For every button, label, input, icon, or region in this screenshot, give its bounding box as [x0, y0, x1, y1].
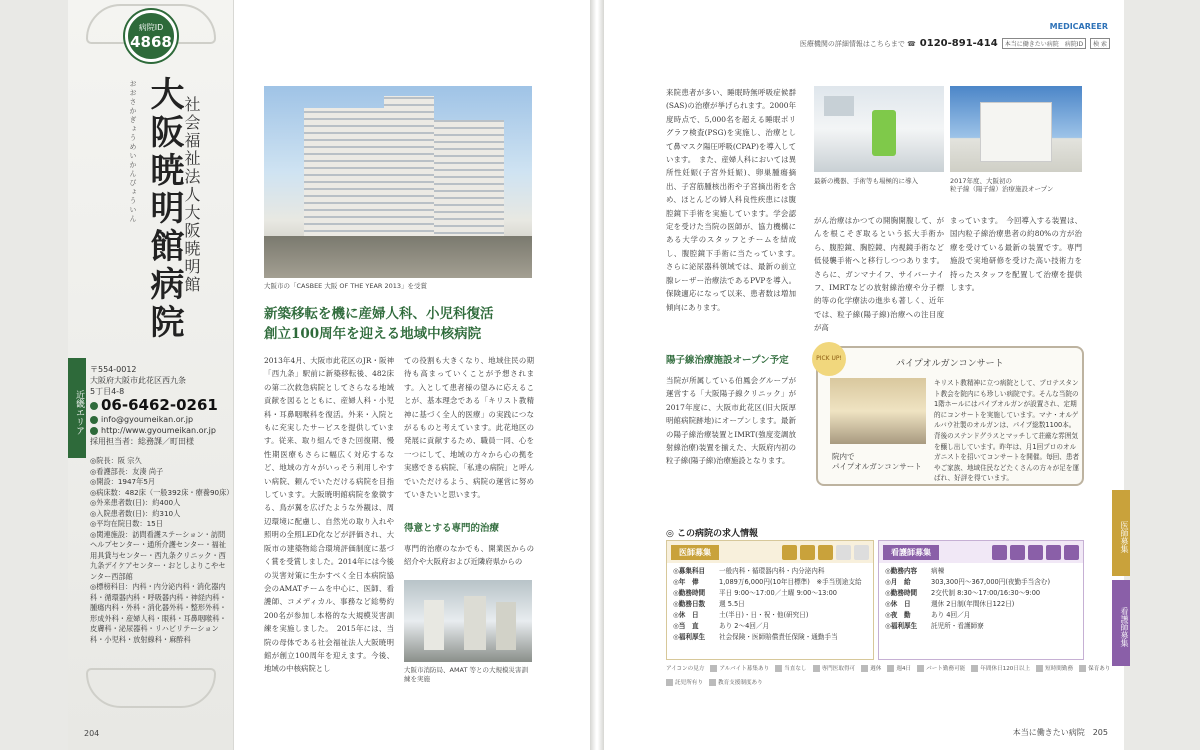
doctor-row: ◎当 直 あり 2〜4回／月 — [673, 622, 770, 630]
info-text: 医療機関の詳細情報はこちらまで ☎ — [799, 39, 916, 48]
doctor-recruit-label: 医師募集 — [671, 545, 719, 560]
hospital-name: 大阪暁明館病院 — [144, 76, 184, 342]
nurse-row: ◎休 日 週休 2日制(年間休日122日) — [885, 600, 1015, 608]
globe-icon — [90, 427, 98, 435]
jobs-section-title: ◎ この病院の求人情報 — [666, 529, 759, 539]
pickup-caption-line-2: パイプオルガンコンサート — [832, 462, 922, 471]
fact-item: ◎関連施設：訪問看護ステーション・訪問ヘルプセンター・通所介護センター・福祉用具貸与センター・西九条クリニック・西九条デイケアセンター・おとしよりこやセンター西部館 — [90, 529, 226, 581]
nurse-row: ◎月 給 303,300円〜367,000円(夜勤手当含む) — [885, 578, 1051, 586]
nursery-icon — [1046, 545, 1061, 560]
doctor-row: ◎年 俸 1,089万6,000円(10年目標準) ※手当別途支給 — [673, 578, 862, 586]
equipment-photo-caption: 最新の機器、手術等も場極的に導入 — [814, 177, 918, 185]
four-days-icon — [854, 545, 869, 560]
website-link[interactable]: http://www.gyoumeikan.or.jp — [101, 426, 216, 435]
search-hint-box: 本当に働きたい病院 病院ID — [1002, 38, 1086, 49]
toll-free-number[interactable]: 0120-891-414 — [919, 38, 998, 49]
article-column-a2: 当院が所属している伯鳳会グループが運営する「大阪陽子線クリニック」が2017年度に、大阪市此花区(旧大阪厚明館病院跡地)にオープンします。最新の陽子線治療装置とIMRT(強度変調放射線治療)装置を揃えた、大阪府内初の粒子線(陽子線)治療施設となります。 — [666, 376, 796, 466]
proton-photo-caption-1: 2017年度、大阪初の — [950, 177, 1013, 185]
doctor-recruit-details — [667, 563, 873, 646]
recruiter: 採用担当者：総務課／町田様 — [90, 437, 194, 446]
nurse-recruit-label: 看護師募集 — [883, 545, 939, 560]
nurse-row: ◎福利厚生 託児所・看護師寮 — [885, 622, 984, 630]
fact-item: ◎入院患者数(日)：約310人 — [90, 508, 181, 518]
drill-photo-caption: 大阪市消防局、AMAT 等との大規模災害訓練を実施 — [404, 666, 529, 683]
fact-item: ◎開設：1947年5月 — [90, 477, 156, 486]
fact-item: ◎標榜科目：内科・内分泌内科・消化器内科・循環器内科・呼吸器内科・神経内科・腫瘍内科・外科・消化器外科・整形外科・形成外科・産婦人科・眼科・耳鼻咽喉科・皮膚科・泌尿器科・リハビリテーション科・小児科・放射線科・麻酔科 — [90, 582, 227, 644]
nurse-recruit-box — [878, 540, 1084, 660]
nurse-row: ◎勤務時間 2交代制 8:30〜17:00/16:30〜9:00 — [885, 589, 1041, 597]
pickup-caption-line-1: 院内で — [832, 452, 855, 461]
website-row[interactable] — [90, 425, 230, 436]
pickup-text: キリスト教精神に立つ病院として、プロテスタント教会を院内にも珍しい病院です。そんな当院の1階ホールにはパイプオルガンが設置され、定期的にコンサートを実施しています。マナ・オルゲルバウ社製のオルガンは、パイプ総数1100本。背後のステンドグラスとマッチして荘厳な雰囲気を醸し出しています。昨年は、月1回プロのオルガニストを招いてコンサートを開催。毎回、患者やご家族、地域住民などたくさんの方々が足を運ばれ、好評を得ています。 — [934, 379, 1080, 483]
page-number-right: 本当に働きたい病院 205 — [1012, 728, 1108, 737]
fact-item: ◎病床数：482床（一般392床・療養90床） — [90, 487, 234, 497]
article-column-a: 来院患者が多い、睡眠時無呼吸症候群(SAS)の治療が挙げられます。2000年度時点で、5,000名を超える睡眠ポリグラフ検査(PSG)を実施し、治療として鼻マスク陽圧呼吸(CPAP)を導入しています。 また、産婦人科においては異所性妊娠(子宮外妊娠)、卵巣腫瘍摘出、子宮筋腫核出術や子宮摘出術を含め、ほとんどの婦人科良性疾患には腹腔鏡下手術を実施しています。学会認定を受けた当院の医師が、協力機構にある大学のスタッフとチームを結成し、腹腔鏡下手術に当たっています。 さらに泌尿器科領域では、最新の前立腺レーザー治療法であるPVPを導入。保険適応になって以来、患者数は増加傾向にあります。 — [666, 88, 804, 312]
fact-item: ◎平均在院日数：15日 — [90, 519, 163, 528]
bottom-ornament — [86, 668, 216, 708]
contact-bar — [800, 38, 1110, 49]
doctor-row: ◎募集科目 一般内科・循環器内科・内分泌内科 — [673, 567, 825, 575]
short-hours-icon — [1010, 545, 1025, 560]
phone-icon — [90, 402, 98, 410]
legend-item: アイコンの見方 — [666, 666, 705, 672]
area-tab: 近畿エリア — [68, 358, 86, 458]
fact-item: ◎院長：阪 宗久 — [90, 456, 142, 465]
doctor-recruit-box — [666, 540, 874, 660]
building-photo-caption: 大阪市の「CASBEE 大阪 OF THE YEAR 2013」を受賞 — [264, 282, 428, 290]
nurse-recruit-header — [879, 541, 1083, 563]
address-line-1: 大阪府大阪市此花区西九条 — [90, 376, 186, 385]
doctor-row: ◎福利厚生 社会保険・医師賠償責任保険・通勤手当 — [673, 633, 838, 641]
legend-item: 短時間勤務 — [1036, 664, 1073, 672]
surgery-equipment-photo — [814, 86, 944, 172]
left-page — [68, 0, 590, 750]
subhead-proton: 陽子線治療施設オープン予定 — [666, 355, 789, 366]
medicareer-logo: MEDICAREER — [1049, 22, 1108, 31]
contact-block — [90, 364, 230, 447]
doctor-condition-icons — [782, 545, 869, 560]
part-time-icon — [992, 545, 1007, 560]
search-button[interactable]: 検 索 — [1090, 38, 1110, 49]
part-time-icon — [782, 545, 797, 560]
address-line-2: 5丁目4-8 — [90, 387, 125, 396]
specialist-icon — [818, 545, 833, 560]
hospital-facts — [90, 456, 234, 645]
disaster-drill-photo — [404, 580, 532, 662]
fact-item: ◎看護部長：友湊 尚子 — [90, 466, 164, 476]
doctor-row: ◎休 日 土(半日)・日・祝・他(研究日) — [673, 611, 809, 619]
no-night-duty-icon — [800, 545, 815, 560]
phone-number: 06-6462-0261 — [101, 396, 218, 414]
legend-item: 年間休日120日以上 — [971, 664, 1030, 672]
fact-item: ◎外来患者数(日)：約400人 — [90, 498, 181, 507]
legend-item: 託児所有り — [666, 678, 703, 686]
email-link[interactable]: info@gyoumeikan.or.jp — [101, 415, 194, 424]
hospital-profile-panel — [68, 0, 234, 750]
legend-item: 週休 — [861, 664, 881, 672]
postal-code: 〒554-0012 — [90, 365, 137, 374]
page-number-left: 204 — [84, 729, 100, 738]
headline-line-2: 創立100周年を迎える地域中核病院 — [264, 326, 482, 342]
legend-item: アルバイト募集あり — [710, 664, 769, 672]
nurse-side-tab[interactable]: 看護師募集 — [1112, 580, 1130, 666]
nurse-row: ◎勤務内容 病棟 — [885, 567, 945, 575]
pickup-tag: PICK UP! — [812, 342, 846, 376]
weekly-leave-icon — [836, 545, 851, 560]
organ-concert-photo — [830, 378, 926, 444]
hospital-id-badge — [125, 10, 177, 62]
right-page — [604, 0, 1124, 750]
badge-number: 4868 — [130, 33, 172, 51]
mail-icon — [90, 416, 98, 424]
jobs-title-text: この病院の求人情報 — [677, 529, 759, 539]
badge-label: 病院ID — [138, 23, 164, 32]
article-column-1: 2013年4月、大阪市此花区のJR・阪神「西九条」駅前に新築移転後、482床の第二次救急病院としてさらなる地域貢献を図るとともに、産婦人科・小児科・耳鼻咽喉科を復活。外来・入院ともに充実したサービスを提供しています。従来、取り組んできた回復期、慢性期医療もさらに幅広く対応するなど、地域の方々がいっそう利用しやすい病院、頼んでいただける病院を目指しています。大阪暁明館病院を象徴する、鳥が翼を広げたような外観は、周辺環境に配慮し、自然光の取り入れや照明の全照LED化などが評価され、大阪市の建築物総合環境評価制度に基づく賞を受賞しました。2014年には今後の災害対策に生かすべく全日本病院協会のAMATチームを中心に、医師、看護師、コメディカル、事務など総勢約200名が参加し本格的な大規模災害訓練を実施しました。 2015年には、当院の母体である社会福祉法人大阪暁明館が創立100周年を迎えます。今後、地域の中核病院とし — [264, 356, 394, 674]
proton-photo-caption-2: 粒子線（陽子線）治療施設オープン — [950, 185, 1054, 193]
email-row[interactable] — [90, 414, 230, 425]
hospital-name-reading: おおさかぎょうめいかんびょういん — [129, 80, 137, 224]
doctor-row: ◎勤務時間 平日 9:00〜17:00／土曜 9:00〜13:00 — [673, 589, 837, 597]
nurse-condition-icons — [992, 545, 1079, 560]
pickup-caption — [832, 452, 922, 472]
legend-item: パート勤務可能 — [917, 664, 965, 672]
legend-item: 週4日 — [887, 664, 911, 672]
phone-row[interactable] — [90, 396, 230, 414]
childcare-icon — [1028, 545, 1043, 560]
headline-line-1: 新築移転を機に産婦人科、小児科復活 — [264, 306, 494, 322]
legend-item: 専門医取得可 — [813, 664, 856, 672]
article-column-c: まっています。 今回導入する装置は、国内粒子線治療患者の約80%の方が治療を受けている最新の装置です。専門施設で実地研修を受けた高い技術力を持ったスタッフを配置して治療を提供します。 — [950, 216, 1082, 293]
corporation-name: 社会福祉法人大阪暁明館 — [182, 96, 201, 294]
article-column-2b: 専門的治療のなかでも、開業医からの紹介や大阪府および近隣府県からの — [404, 544, 534, 567]
legend-item: 教育支援制度あり — [709, 678, 763, 686]
article-headline — [264, 304, 534, 344]
nurse-row: ◎夜 勤 あり 4回／月 — [885, 611, 971, 619]
legend-item: 保育あり — [1079, 664, 1110, 672]
doctor-recruit-header — [667, 541, 873, 563]
proton-facility-photo — [950, 86, 1082, 172]
subhead-specialty: 得意とする専門的治療 — [404, 523, 500, 534]
doctor-side-tab[interactable]: 医師募集 — [1112, 490, 1130, 576]
spine-gutter — [590, 0, 604, 750]
icon-legend — [666, 664, 1116, 686]
pickup-title: パイプオルガンコンサート — [896, 359, 1004, 369]
legend-item: 当直なし — [775, 664, 806, 672]
article-column-b: がん治療はかつての開胸開腹して、がんを根こそぎ取るという拡大手術から、腹腔鏡、胸腔鏡、内視鏡手術など低侵襲手術へと移行しつつあります。さらに、ガンマナイフ、サイバーナイフ、IMRTなどの放射線治療や分子標的等の化学療法の進歩も著しく、近年では、粒子線(陽子線)治療への注目度が高 — [814, 216, 944, 333]
education-icon — [1064, 545, 1079, 560]
pickup-box — [816, 346, 1084, 486]
article-column-2: ての役割も大きくなり、地域住民の期待も高まっていくことが予想されます。入として患者様の望みに応えることが、基本理念である「キリスト教精神に基づく全人的医療」の実践につながるものと考えています。此花地区の発展に貢献するため、職員一同、心を一つにして、地域の方々から心の拠を実感できる病院、「私達の病院」と呼んでいただけるよう、病院の運営に努めていきたいと思います。 — [404, 356, 534, 500]
doctor-row: ◎勤務日数 週 5.5日 — [673, 600, 745, 608]
nurse-recruit-details — [879, 563, 1083, 635]
hospital-building-photo — [264, 86, 532, 278]
